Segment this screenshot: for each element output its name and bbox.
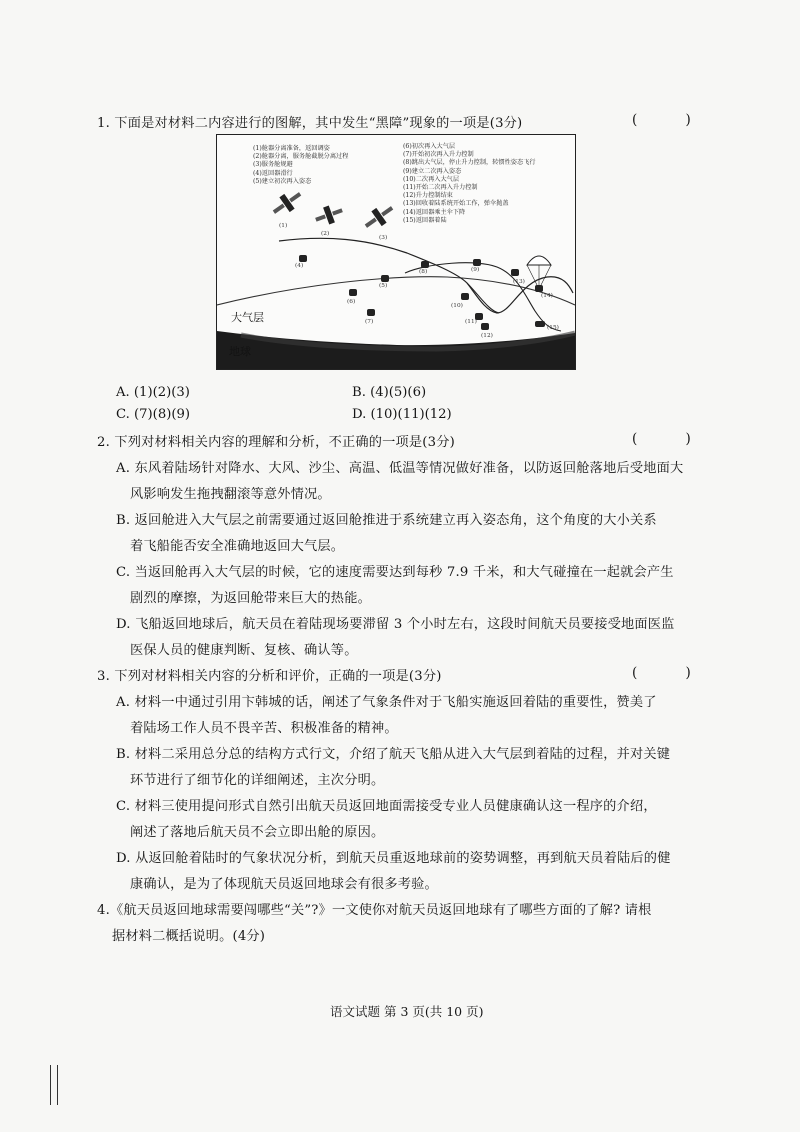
spacecraft-3 <box>361 200 398 233</box>
trajectory-line <box>279 238 573 313</box>
q2-stem: 2. 下列对材料相关内容的理解和分析，不正确的一项是(3分) <box>97 435 455 450</box>
step-number: (1) <box>279 223 288 229</box>
legend-item: (3)服务舱规避 <box>253 161 293 169</box>
q3-answer-bracket: ( ) <box>632 665 713 681</box>
step-number: (14) <box>541 293 553 299</box>
parachute-lines <box>527 265 551 285</box>
legend-item: (4)返回器滑行 <box>253 169 293 177</box>
capsule-6 <box>349 289 357 296</box>
legend-item: (15)返回器着陆 <box>403 216 447 224</box>
step-number: (11) <box>465 319 477 325</box>
capsule-13 <box>511 269 519 276</box>
q1-option-d: D. (10)(11)(12) <box>352 407 452 422</box>
q2-option-line: C. 当返回舱再入大气层的时候，它的速度需要达到每秒 7.9 千米，和大气碰撞在一起就会产生 <box>116 565 674 580</box>
capsule-5 <box>381 275 389 282</box>
spacecraft-1 <box>269 186 306 219</box>
atmosphere-label: 大气层 <box>231 311 264 324</box>
q1-answer-bracket: ( ) <box>632 112 713 128</box>
q1-option-c: C. (7)(8)(9) <box>116 407 191 422</box>
legend-left <box>253 145 348 186</box>
q3-option-line: 着陆场工作人员不畏辛苦、积极准备的精神。 <box>130 721 398 736</box>
q2-option-line: A. 东风着陆场针对降水、大风、沙尘、高温、低温等情况做好准备，以防返回舱落地后受地面大 <box>116 461 684 476</box>
step-number: (3) <box>379 235 388 241</box>
q2-option-line: 风影响发生拖拽翻滚等意外情况。 <box>130 487 331 502</box>
trajectory-dip <box>467 283 499 313</box>
step-number: (2) <box>321 231 330 237</box>
q1-option-a: A. (1)(2)(3) <box>116 385 190 400</box>
capsule-8 <box>421 261 429 268</box>
q3-option-line: C. 材料三使用提问形式自然引出航天员返回地面需接受专业人员健康确认这一程序的介绍， <box>116 799 657 814</box>
step-number: (8) <box>419 269 428 275</box>
q4-stem-cont: 据材料二概括说明。(4分) <box>112 929 266 944</box>
q3-option-line: 环节进行了细节化的详细阐述，主次分明。 <box>130 773 385 788</box>
q3-option-line: D. 从返回舱着陆时的气象状况分析，到航天员重返地球前的姿势调整，再到航天员着陆后的健 <box>116 851 671 866</box>
legend-item: (2)舱器分离，服务舱截脱分离过程 <box>253 153 349 161</box>
legend-right <box>403 143 536 225</box>
q2-answer-bracket: ( ) <box>632 431 713 447</box>
parachute-canopy <box>527 256 551 265</box>
legend-item: (1)舱器分离准备，返回调姿 <box>253 145 330 152</box>
capsule-7 <box>367 309 375 316</box>
q4-stem: 4.《航天员返回地球需要闯哪些“关”?》一文使你对航天员返回地球有了哪些方面的了解? 请根 <box>97 903 652 918</box>
capsule-4 <box>299 255 307 262</box>
q3-option-line: 阐述了落地后航天员不会立即出舱的原因。 <box>130 825 385 840</box>
step-number: (7) <box>365 319 374 325</box>
legend-item: (10)二次再入大气层 <box>403 175 460 183</box>
capsule-9 <box>473 259 481 266</box>
step-number: (4) <box>295 263 304 269</box>
step-number: (12) <box>481 333 493 339</box>
legend-item: (9)建立二次再入姿态 <box>403 167 462 175</box>
q3-option-line: A. 材料一中通过引用卞韩城的话，阐述了气象条件对于飞船实施返回着陆的重要性，赞美了 <box>116 695 657 710</box>
legend-item: (5)建立初次再入姿态 <box>253 177 312 185</box>
capsule-15 <box>535 321 545 327</box>
step-number: (10) <box>451 303 463 309</box>
spacecraft-2 <box>313 202 345 228</box>
reentry-diagram <box>216 134 576 370</box>
q3-option-line: B. 材料二采用总分总的结构方式行文，介绍了航天飞船从进入大气层到着陆的过程，并对关键 <box>116 747 671 762</box>
q2-option-line: B. 返回舱进入大气层之前需要通过返回舱推进于系统建立再入姿态角，这个角度的大小关系 <box>116 513 657 528</box>
second-trajectory <box>405 263 561 331</box>
legend-item: (8)跳出大气层，停止升力控制，转惯性姿态飞行 <box>403 159 536 167</box>
earth-label: 地球 <box>229 345 251 358</box>
step-number: (6) <box>347 299 356 305</box>
q2-option-line: 医保人员的健康判断、复核、确认等。 <box>130 643 358 658</box>
legend-item: (11)开始二次再入升力控制 <box>403 184 478 192</box>
capsule-10 <box>461 293 469 300</box>
legend-item: (13)回收着陆系统开始工作，弹伞抛盖 <box>403 200 509 208</box>
q3-option-line: 康确认，是为了体现航天员返回地球会有很多考验。 <box>130 877 438 892</box>
q3-stem: 3. 下列对材料相关内容的分析和评价，正确的一项是(3分) <box>97 669 442 684</box>
q2-option-line: 着飞船能否安全准确地返回大气层。 <box>130 539 345 554</box>
step-number: (13) <box>513 279 525 285</box>
q2-option-line: D. 飞船返回地球后，航天员在着陆现场要滞留 3 个小时左右，这段时间航天员要接受地面医监 <box>116 617 675 632</box>
q2-option-line: 剧烈的摩擦，为返回舱带来巨大的热能。 <box>130 591 371 606</box>
step-number: (9) <box>471 267 480 273</box>
legend-item: (14)返回器乘主伞下降 <box>403 208 466 216</box>
step-number: (15) <box>547 325 559 331</box>
q1-stem: 1. 下面是对材料二内容进行的图解，其中发生“黑障”现象的一项是(3分) <box>97 116 523 131</box>
legend-item: (12)升力控制结束 <box>403 192 453 200</box>
capsule-14 <box>535 285 543 292</box>
page-footer: 语文试题 第 3 页(共 10 页) <box>330 1004 484 1019</box>
legend-item: (6)初次再入大气层 <box>403 143 456 150</box>
capsule-12 <box>481 323 489 330</box>
q1-option-b: B. (4)(5)(6) <box>352 385 427 400</box>
step-number: (5) <box>379 283 388 289</box>
binding-mark <box>50 1065 58 1105</box>
legend-item: (7)开始初次再入升力控制 <box>403 151 474 159</box>
